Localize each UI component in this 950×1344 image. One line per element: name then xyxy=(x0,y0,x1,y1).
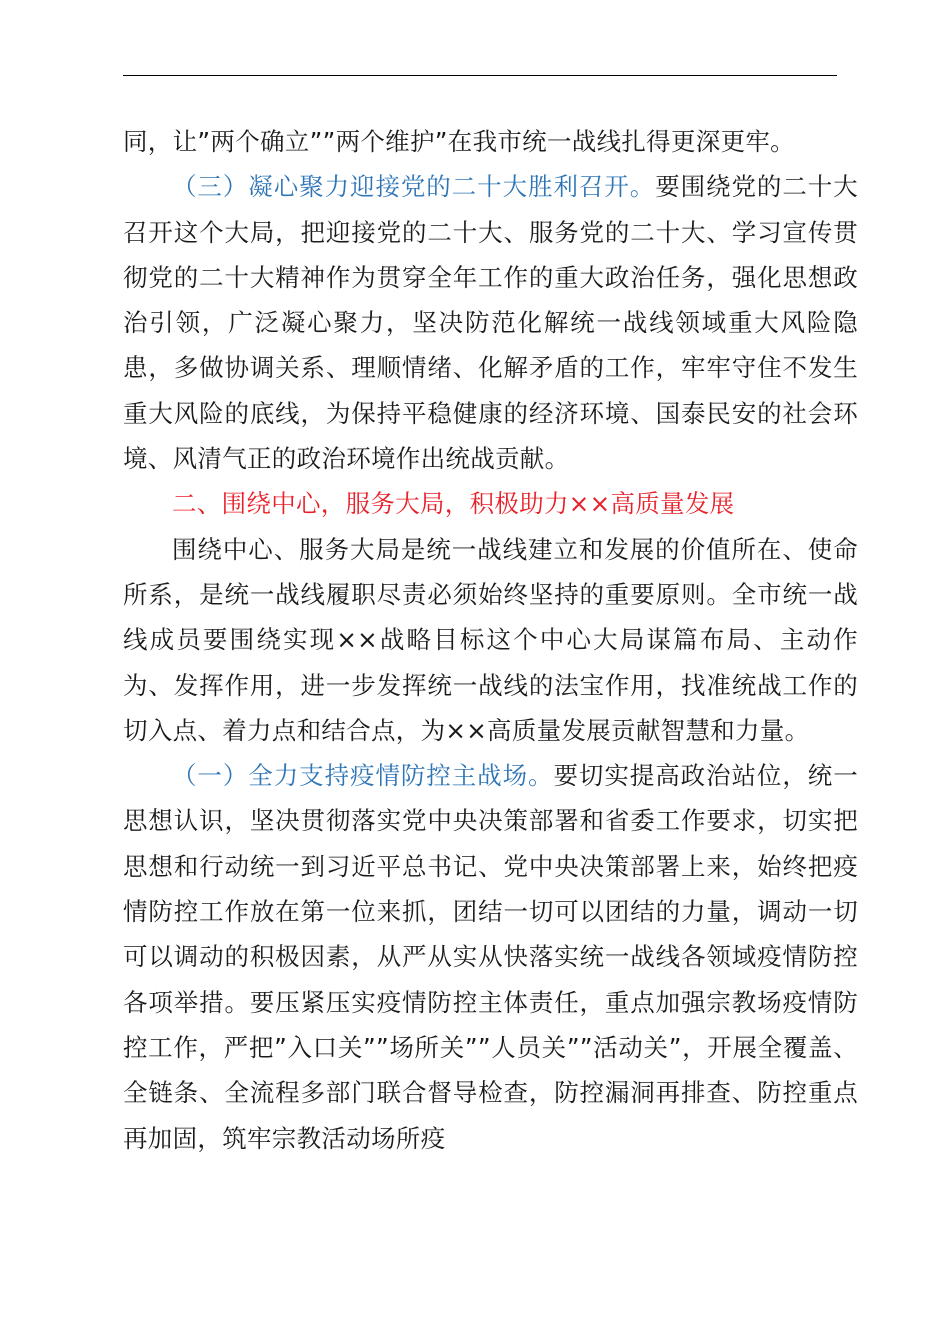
paragraph-subsection-one xyxy=(123,753,858,1161)
paragraph-text: 要切实提高政治站位，统一思想认识，坚决贯彻落实党中央决策部署和省委工作要求，切实把思想和行动统一到习近平总书记、党中央决策部署上来，始终把疫情防控工作放在第一位来抓，团结一切可以团结的力量，调动一切可以调动的积极因素，从严从实从快落实统一战线各领域疫情防控各项举措。要压紧压实疫情防控主体责任，重点加强宗教场疫情防控工作，严把”入口关””场所关””人员关””活动关”，开展全覆盖、全链条、全流程多部门联合督导检查，防控漏洞再排查、防控重点再加固，筑牢宗教活动场所疫 xyxy=(123,761,859,1153)
document-body xyxy=(123,119,858,1161)
subsection-heading: （一）全力支持疫情防控主战场。 xyxy=(172,761,554,791)
header-rule xyxy=(123,75,837,76)
subsection-heading: （三）凝心聚力迎接党的二十大胜利召开。 xyxy=(172,172,656,202)
paragraph-section-intro xyxy=(123,527,858,753)
paragraph-text: 围绕中心、服务大局是统一战线建立和发展的价值所在、使命所系，是统一战线履职尽责必须始终坚持的重要原则。全市统一战线成员要围绕实现××战略目标这个中心大局谋篇布局、主动作为、发挥作用，进一步发挥统一战线的法宝作用，找准统战工作的切入点、着力点和结合点，为××高质量发展贡献智慧和力量。 xyxy=(123,534,858,745)
section-heading: 二、围绕中心，服务大局，积极助力××高质量发展 xyxy=(172,489,735,519)
paragraph-text: 同，让”两个确立””两个维护”在我市统一战线扎得更深更牢。 xyxy=(123,127,795,156)
paragraph-continuation xyxy=(123,119,858,164)
paragraph-subsection-three xyxy=(123,164,858,481)
paragraph-text: 要围绕党的二十大召开这个大局，把迎接党的二十大、服务党的二十大、学习宣传贯彻党的二十大精神作为贯穿全年工作的重大政治任务，强化思想政治引领，广泛凝心聚力，坚决防范化解统一战线领域重大风险隐患，多做协调关系、理顺情绪、化解矛盾的工作，牢牢守住不发生重大风险的底线，为保持平稳健康的经济环境、国泰民安的社会环境、风清气正的政治环境作出统战贡献。 xyxy=(123,172,858,474)
